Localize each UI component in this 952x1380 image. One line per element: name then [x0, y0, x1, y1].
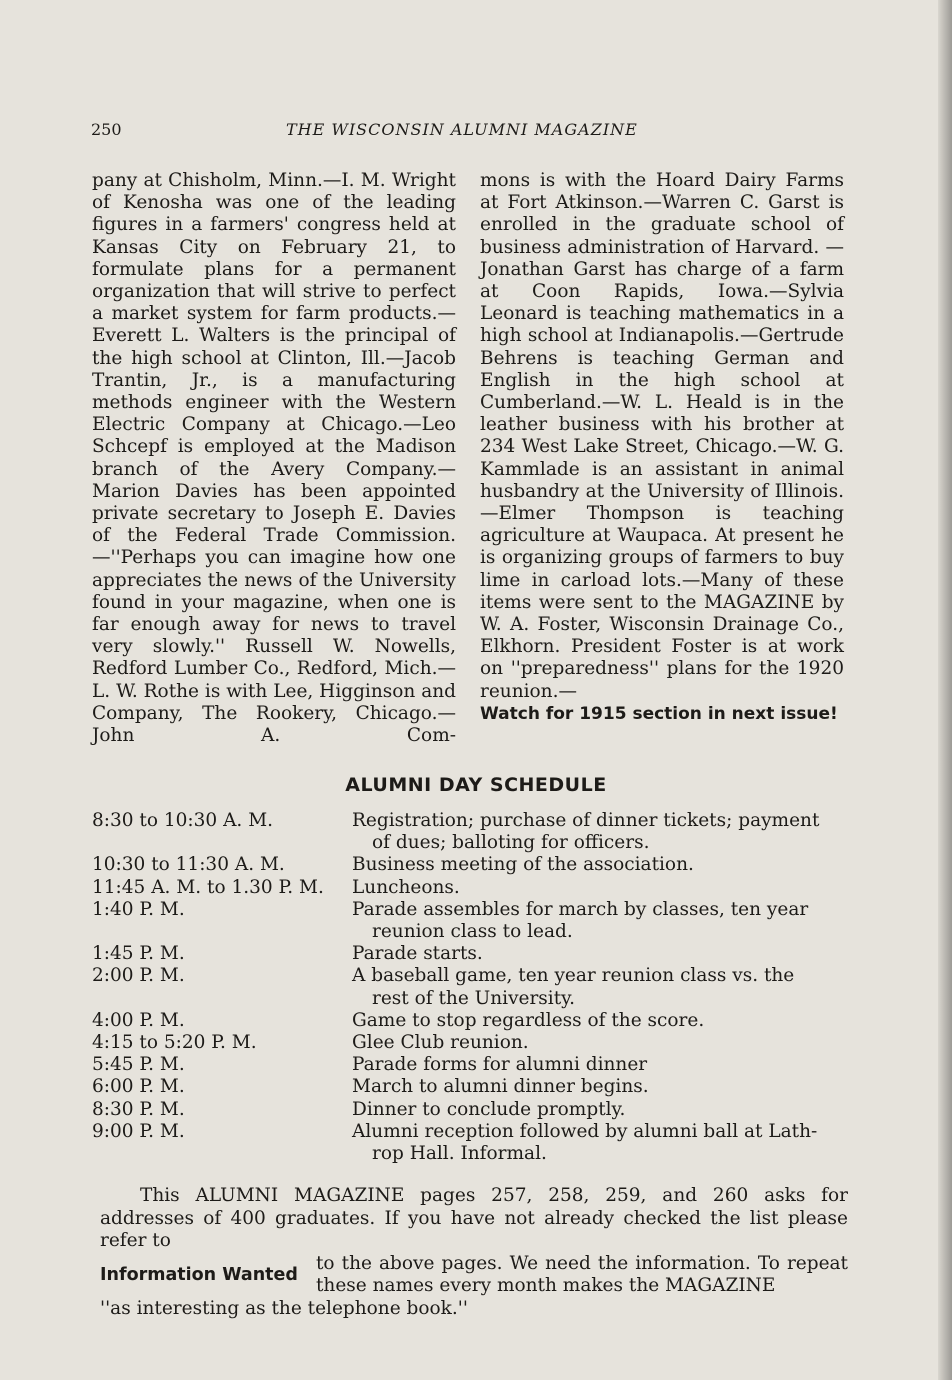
schedule-event-continuation: reunion class to lead.: [372, 921, 573, 943]
schedule-event-text: Parade forms for alumni dinner: [352, 1054, 648, 1076]
schedule-event-continuation: rest of the University.: [372, 987, 576, 1009]
schedule-row: [92, 810, 852, 854]
schedule-event: [352, 943, 846, 965]
schedule-row: [92, 1076, 852, 1098]
schedule-event: [352, 1054, 846, 1076]
schedule-row: [92, 1099, 852, 1121]
schedule-time: 11:45 A. M. to 1.30 P. M.: [92, 876, 324, 898]
schedule-time: 5:45 P. M.: [92, 1054, 185, 1076]
running-title: THE WISCONSIN ALUMNI MAGAZINE: [286, 120, 638, 139]
schedule-event: [352, 1010, 846, 1032]
schedule-row: [92, 877, 852, 899]
schedule-time: 6:00 P. M.: [92, 1076, 185, 1098]
right-column: [480, 170, 844, 725]
schedule-event: [352, 810, 846, 854]
notice-line-1: This ALUMNI MAGAZINE pages 257, 258, 259, and 260 asks for addresses of 400 graduates. If you have not already checked the list please refer to: [100, 1185, 848, 1252]
schedule-row: [92, 1032, 852, 1054]
schedule-event-text: Game to stop regardless of the score.: [352, 1009, 705, 1031]
schedule-time: 4:00 P. M.: [92, 1009, 185, 1031]
right-column-text: mons is with the Hoard Dairy Farms at Fort Atkinson.—Warren C. Garst is enrolled in the graduate school of business administration of Harvard. —Jonathan Garst has charge of a farm at Coon Rapids, Iowa.—Sylvia Leonard is teaching mathematics in a high school at Indianapolis.—Gertrude Behrens is teaching German and English in the high school at Cumberland.—W. L. Heald is in the leather business with his brother at 234 West Lake Street, Chicago.—W. G. Kammlade is an assistant in animal husbandry at the University of Illinois.—Elmer Thompson is teaching agriculture at Waupaca. At present he is organizing groups of farmers to buy lime in carload lots.—Many of these items were sent to the MAGAZINE by W. A. Foster, Wisconsin Drainage Co., Elkhorn. President Foster is at work on ''preparedness'' plans for the 1920 reunion.—: [480, 170, 844, 702]
schedule-event-text: Alumni reception followed by alumni ball at Lath-: [352, 1120, 818, 1142]
schedule-event: [352, 1121, 846, 1165]
schedule-title: ALUMNI DAY SCHEDULE: [345, 774, 607, 796]
schedule-event-text: Business meeting of the association.: [352, 854, 694, 876]
schedule-event-text: Glee Club reunion.: [352, 1032, 529, 1054]
schedule-row: [92, 854, 852, 876]
left-column: [92, 170, 456, 747]
schedule-row: [92, 899, 852, 943]
notice-line-3: ''as interesting as the telephone book.'': [100, 1297, 468, 1319]
notice-heading: Information Wanted: [100, 1265, 298, 1286]
schedule-event: [352, 877, 846, 899]
page-edge-shadow: [938, 0, 952, 1380]
schedule-time: 2:00 P. M.: [92, 965, 185, 987]
schedule-event-continuation: of dues; balloting for officers.: [372, 832, 650, 854]
schedule-event-text: Dinner to conclude promptly.: [352, 1098, 626, 1120]
schedule-event: [352, 854, 846, 876]
page-number: 250: [91, 120, 122, 139]
schedule-row: [92, 965, 852, 1009]
schedule-event: [352, 1032, 846, 1054]
schedule-time: 1:40 P. M.: [92, 898, 185, 920]
announcement: Watch for 1915 section in next issue!: [480, 703, 838, 724]
schedule-event: [352, 965, 846, 1009]
schedule-table: [92, 810, 852, 1165]
notice-middle: [100, 1253, 848, 1298]
schedule-event-continuation: rop Hall. Informal.: [372, 1143, 547, 1165]
schedule-row: [92, 1010, 852, 1032]
schedule-event: [352, 1076, 846, 1098]
schedule-event: [352, 899, 846, 943]
schedule-time: 10:30 to 11:30 A. M.: [92, 854, 285, 876]
schedule-event-text: Parade assembles for march by classes, ten year: [352, 898, 809, 920]
notice-line-2: to the above pages. We need the information. To repeat these names every month makes the MAGAZINE: [316, 1252, 848, 1297]
schedule-event-text: Luncheons.: [352, 876, 460, 898]
schedule-event-text: March to alumni dinner begins.: [352, 1076, 649, 1098]
schedule-time: 1:45 P. M.: [92, 943, 185, 965]
schedule-event-text: A baseball game, ten year reunion class vs. the: [352, 965, 795, 987]
schedule-time: 9:00 P. M.: [92, 1120, 185, 1142]
schedule-row: [92, 1054, 852, 1076]
schedule-time: 8:30 to 10:30 A. M.: [92, 810, 274, 831]
left-column-text: pany at Chisholm, Minn.—I. M. Wright of Kenosha was one of the leading figures in a farmers' congress held at Kansas City on February 21, to formulate plans for a permanent organization that will strive to perfect a market system for farm products.—Everett L. Walters is the principal of the high school at Clinton, Ill.—Jacob Trantin, Jr., is a manufacturing methods engineer with the Western Electric Company at Chicago.—Leo Schcepf is employed at the Madison branch of the Avery Company.—Marion Davies has been appointed private secretary to Joseph E. Davies of the Federal Trade Commission.—''Perhaps you can imagine how one appreciates the news of the University found in your magazine, when one is far enough away for news to travel very slowly.'' Russell W. Nowells, Redford Lumber Co., Redford, Mich.—L. W. Rothe is with Lee, Higginson and Company, The Rookery, Chicago.—John A. Com-: [92, 170, 456, 747]
schedule-row: [92, 943, 852, 965]
information-wanted-notice: [100, 1185, 848, 1321]
schedule-event-text: Registration; purchase of dinner tickets; payment: [352, 810, 820, 831]
schedule-time: 4:15 to 5:20 P. M.: [92, 1032, 257, 1054]
schedule-time: 8:30 P. M.: [92, 1098, 185, 1120]
schedule-row: [92, 1121, 852, 1165]
schedule-event: [352, 1099, 846, 1121]
schedule-event-text: Parade starts.: [352, 943, 483, 965]
